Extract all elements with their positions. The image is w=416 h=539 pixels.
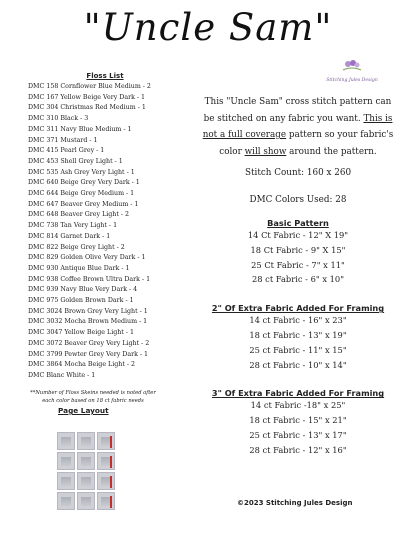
copyright: ©2023 Stitching Jules Design — [237, 499, 353, 507]
fabric-size: 14 ct Fabric - 16" x 23" — [249, 315, 347, 326]
logo-text: Stitching Jules Design — [326, 78, 378, 83]
floss-item: DMC 939 Navy Blue Very Dark - 4 — [28, 286, 138, 294]
floss-item: DMC 822 Beige Grey Light - 2 — [28, 243, 125, 251]
pattern-info — [198, 94, 398, 458]
brand-logo — [326, 58, 378, 94]
intro-part: around the pattern. — [286, 146, 377, 157]
floss-item: DMC 3032 Mocha Brown Medium - 1 — [28, 318, 148, 326]
floss-item: DMC 167 Yellow Beige Very Dark - 1 — [28, 93, 146, 101]
fabric-size: 25 ct Fabric - 11" x 15" — [249, 344, 347, 355]
page-thumbnail — [57, 492, 75, 510]
floss-item: DMC 814 Garnet Dark - 1 — [28, 232, 111, 240]
floss-item: DMC 930 Antique Blue Dark - 1 — [28, 264, 130, 272]
floss-item: DMC 648 Beaver Grey Light - 2 — [28, 211, 130, 219]
floss-items — [28, 82, 188, 382]
floss-item: DMC 640 Beige Grey Very Dark - 1 — [28, 179, 140, 187]
intro-emphasis: This is not a full coverage — [202, 113, 393, 140]
fabric-size: 18 ct Fabric - 13" x 19" — [249, 329, 347, 340]
floss-item: DMC 975 Golden Brown Dark - 1 — [28, 297, 134, 305]
intro-emphasis: will show — [244, 146, 287, 157]
intro-text — [198, 94, 398, 160]
fabric-size: 28 ct Fabric - 6" x 10" — [251, 274, 345, 285]
floss-item: DMC 310 Black - 3 — [28, 115, 89, 123]
page-thumbnail — [97, 432, 115, 450]
floss-item: DMC 938 Coffee Brown Ultra Dark - 1 — [28, 275, 151, 283]
floss-item: DMC Blanc White - 1 — [28, 371, 96, 379]
page-thumbnail — [77, 432, 95, 450]
floss-item: DMC 3047 Yellow Beige Light - 1 — [28, 329, 134, 337]
intro-part: pattern so your fabric's color — [219, 130, 394, 157]
dmc-colors-used: DMC Colors Used: 28 — [249, 195, 347, 205]
fabric-sections — [198, 218, 398, 458]
floss-list — [28, 72, 188, 405]
page-thumbnail — [57, 452, 75, 470]
floss-item: DMC 738 Tan Very Light - 1 — [28, 222, 118, 230]
floss-note: **Number of Floss Skeins needed is noted after each color based on 18 ct fabric needs — [30, 389, 156, 404]
page-layout-grid — [57, 432, 117, 510]
fabric-size: 18 ct Fabric - 15" x 21" — [249, 415, 347, 426]
intro-part: This "Uncle Sam" cross stitch pattern can be stitched on any fabric you want. — [203, 97, 392, 124]
floss-item: DMC 3799 Pewter Grey Very Dark - 1 — [28, 350, 149, 358]
section-heading: 3" Of Extra Fabric Added For Framing — [211, 388, 385, 399]
page-thumbnail — [77, 472, 95, 490]
page-thumbnail — [77, 492, 95, 510]
fabric-size: 25 ct Fabric - 13" x 17" — [249, 429, 347, 440]
section-heading: Basic Pattern — [267, 218, 329, 228]
fabric-size: 18 Ct Fabric - 9" X 15" — [250, 244, 346, 255]
page-thumbnail — [97, 452, 115, 470]
section-heading: 2" Of Extra Fabric Added For Framing — [211, 303, 385, 314]
floss-item: DMC 3864 Mocha Beige Light - 2 — [28, 361, 135, 369]
fabric-size: 14 ct Fabric -18" x 25" — [250, 400, 346, 411]
floss-item: DMC 647 Beaver Grey Medium - 1 — [28, 200, 139, 208]
floss-item: DMC 304 Christmas Red Medium - 1 — [28, 104, 146, 112]
floss-item: DMC 644 Beige Grey Medium - 1 — [28, 190, 135, 198]
flower-icon — [339, 58, 365, 74]
fabric-size: 14 Ct Fabric - 12" X 19" — [247, 230, 349, 240]
floss-item: DMC 453 Shell Grey Light - 1 — [28, 157, 123, 165]
page-thumbnail — [97, 472, 115, 490]
floss-item: DMC 311 Navy Blue Medium - 1 — [28, 125, 132, 133]
page-thumbnail — [57, 432, 75, 450]
floss-list-heading: Floss List — [86, 72, 124, 80]
fabric-size: 28 ct Fabric - 10" x 14" — [249, 359, 347, 370]
page-layout-heading: Page Layout — [58, 406, 109, 415]
floss-item: DMC 415 Pearl Grey - 1 — [28, 147, 105, 155]
fabric-size: 25 Ct Fabric - 7" x 11" — [251, 259, 345, 270]
floss-item: DMC 371 Mustard - 1 — [28, 136, 98, 144]
stitch-count: Stitch Count: 160 x 260 — [244, 168, 352, 178]
page-thumbnail — [97, 492, 115, 510]
page-title: "Uncle Sam" — [83, 6, 333, 49]
page-thumbnail — [77, 452, 95, 470]
floss-item: DMC 158 Cornflower Blue Medium - 2 — [28, 83, 151, 90]
floss-item: DMC 535 Ash Grey Very Light - 1 — [28, 168, 135, 176]
floss-item: DMC 829 Golden Olive Very Dark - 1 — [28, 254, 146, 262]
fabric-size: 28 ct Fabric - 12" x 16" — [249, 444, 347, 455]
floss-item: DMC 3024 Brown Grey Very Light - 1 — [28, 307, 148, 315]
page-thumbnail — [57, 472, 75, 490]
floss-item: DMC 3072 Beaver Grey Very Light - 2 — [28, 339, 150, 347]
